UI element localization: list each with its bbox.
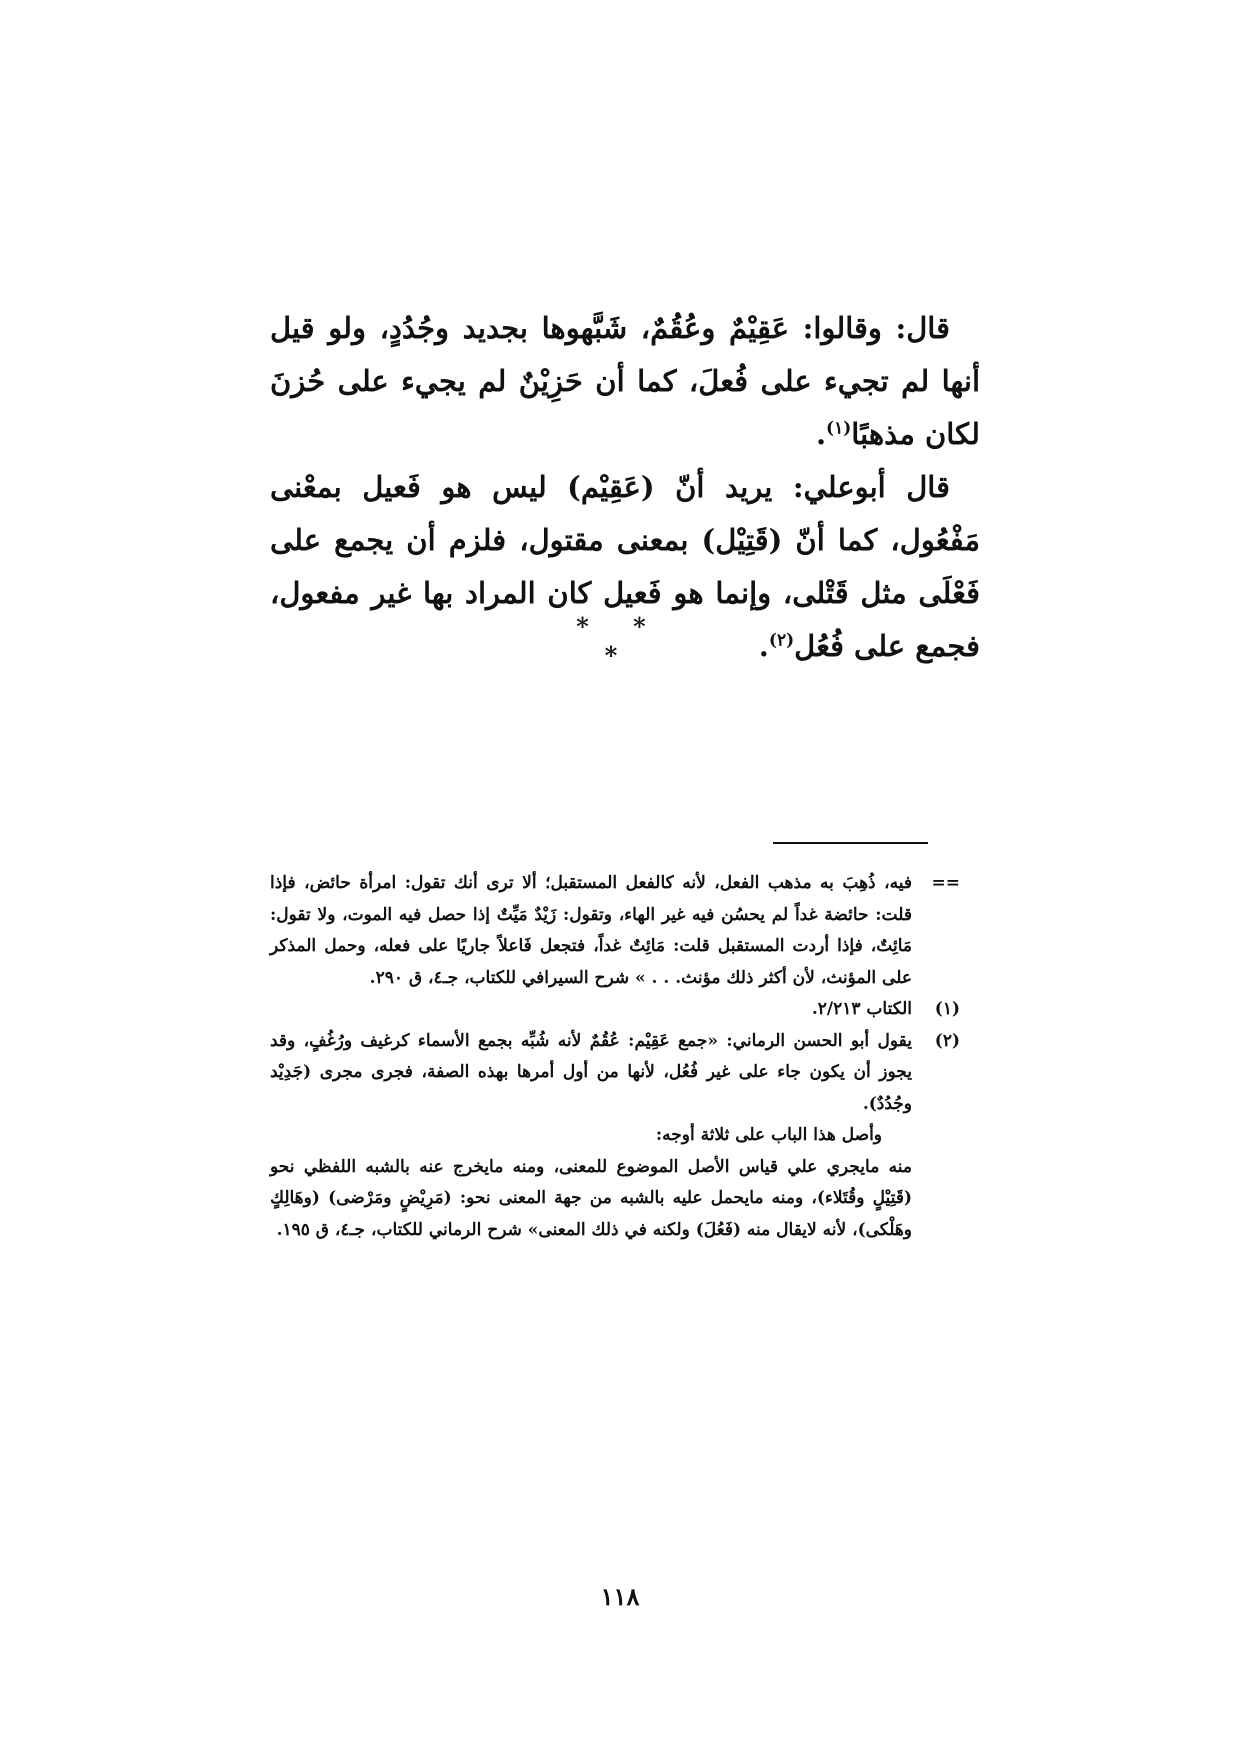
footnote-1-marker: (١) <box>934 999 960 1019</box>
continued-marker: == <box>931 873 960 893</box>
section-separator: * * * <box>576 612 664 670</box>
continued-text: فيه، ذُهِبَ به مذهب الفعل، لأنه كالفعل المستقبل؛ ألا ترى أنك تقول: امرأة حائض، فإذا قلت: حائضة غداً لم يحسُن فيه غير الهاء، وتقول: زَيْدٌ مَيِّتٌ إذا حصل فيه الموت، ولا تقول: مَائِتٌ، فإذا أردت المستقبل قلت: مَائِتٌ غداً، فتجعل فَاعلاً جاريًا على فعله، وحمل المذكر على المؤنث، لأن أكثر ذلك مؤنث. . . » شرح السيرافي للكتاب، جـ٤، ق ٢٩٠. <box>270 873 912 988</box>
footnote-2-line-3: منه مايجري علي قياس الأصل الموضوع للمعنى، ومنه مايخرج عنه بالشبه اللفظي نحو (قَتِيْلٍ وقُتَلاء)، ومنه مايحمل عليه بالشبه من جهة المعنى نحو: (مَرِيْضٍ ومَرْضى) (وهَالِكٍ وهَلْكى)، لأنه لايقال منه (فَعُلَ) ولكنه في ذلك المعنى» شرح الرماني للكتاب، جـ٤، ق ١٩٥. <box>270 1156 912 1240</box>
paragraph-1-end: . <box>815 417 827 451</box>
footnote-2-line-2: وأصل هذا الباب على ثلاثة أوجه: <box>655 1125 882 1145</box>
footnote-2-marker: (٢) <box>934 1030 960 1051</box>
footnote-ref-2: (٢) <box>768 630 795 651</box>
paragraph-2-text: قال أبوعلي: يريد أنّ (عَقِيْم) ليس هو فَعيل بمعْنى مَفْعُول، كما أنّ (قَتِيْل) بمعنى مقتول، فلزم أن يجمع على فَعْلَى مثل قَتْلى، وإنما هو فَعيل كان المراد بها غير مفعول، فجمع على فُعُل <box>270 470 980 663</box>
footnote-divider <box>773 842 928 844</box>
footnotes-block <box>270 868 960 1246</box>
paragraph-lead-word: قال: <box>895 311 950 345</box>
footnote-1-text: الكتاب ٢/٢١٣. <box>811 999 912 1019</box>
paragraph-1-text: وقالوا: عَقِيْمٌ وعُقُمٌ، شَبَّهوها بجديد وجُدُدٍ، ولو قيل أنها لم تجيء على فُعلَ، كما أن حَزِيْنٌ لم يجيء على حُزنَ لكان مذهبًا <box>270 311 980 451</box>
footnote-2-text: يقول أبو الحسن الرماني: «جمع عَقِيْم: عُقُمٌ لأنه شُبِّه بجمع الأسماء كرغيف ورُغُفٍ، وقد يجوز أن يكون جاء على غير فُعُل، لأنها من أول أمرها بهذه الصفة، فجرى مجرى (جَدِيْد وجُدُدٌ). <box>270 1030 912 1114</box>
footnote-2 <box>270 1026 960 1121</box>
footnote-continued <box>270 868 960 994</box>
footnote-1 <box>270 994 960 1026</box>
footnote-ref-1: (١) <box>826 418 852 439</box>
paragraph-2-end: . <box>758 629 769 663</box>
page-number: ١١٨ <box>600 1582 640 1611</box>
main-paragraph-1 <box>270 302 980 461</box>
